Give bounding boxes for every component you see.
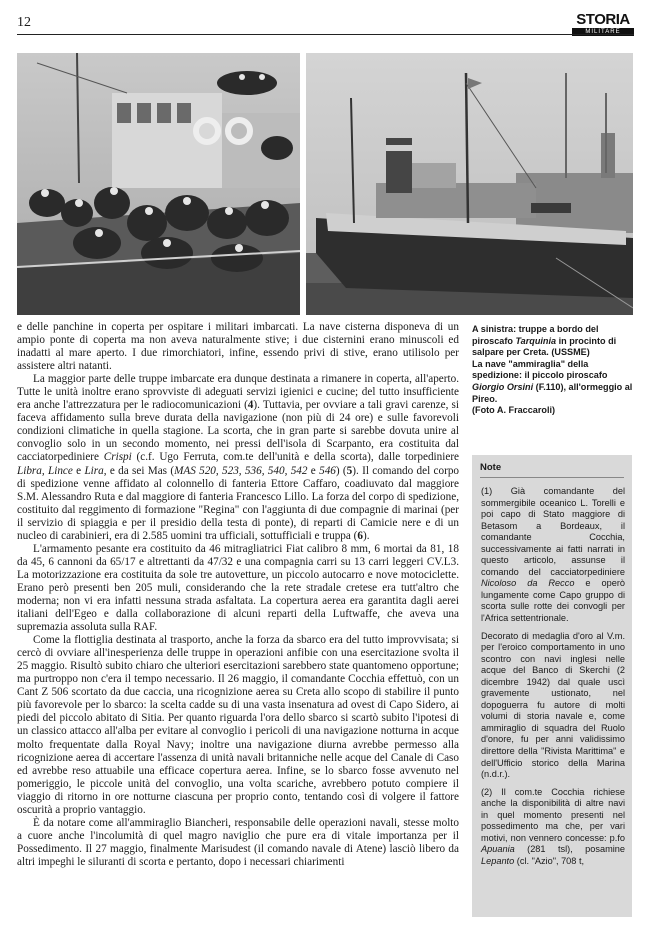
article-body (17, 321, 459, 869)
paragraph-1: e delle panchine in coperta per ospitare i militari imbarcati. La nave cisterna disponeva di un ampio ponte di coperta ma non aveva naturalmente stive; i due cisternini erano minuscoli ed inadatti al mare aperto. I due rimorchiatori, infine, essendo privi di stive, erano utilisolo per assistere altri natanti. (17, 321, 459, 373)
notes-title: Note (480, 462, 502, 473)
header-rule (17, 34, 634, 35)
logo-subtitle: MILITARE (572, 28, 634, 36)
paragraph-4: Come la flottiglia destinata al trasporto, anche la forza da sbarco era del tutto improvvisata; si cercò di ovviare all'inesperienza delle truppe in operazioni anfibie con una esercitazione svolta il 25 maggio. Risultò subito chiaro che ulteriori esercitazioni sarebbero state quantomeno opportune; ma purtroppo non c'era il tempo necessario. Il 26 maggio, il comandante Cocchia effettuò, con un Cant Z 506 scortato da due caccia, una ricognizione aerea su Creta allo scopo di stabilire il punto più favorevole per lo sbarco: la scelta cadde su di una vasta insenatura ad ovest di Capo Sidero, ai piedi del piccolo abitato di Sitia. Per quanto riguarda l'ora dello sbarco si scartò subito l'ipotesi di un classico attacco all'alba per evitare al convoglio i pericoli di una navigazione notturna in acque molto frequentate dalla Royal Navy; inoltre una navigazione diurna avrebbe permesso alla ricognizione aerea di accertare l'assenza di unità navali britanniche nelle acque del Canale di Caso ed avrebbe reso attuabile una efficace copertura aerea. Infine, se lo sbarco fosse avvenuto nel pomeriggio, le piccole unità del convoglio, una volta scariche, avrebbero potuto compiere il viaggio di ritorno in ore notturne ciascuna per proprio conto, tentando così di volgere il fattore oscurità a proprio vantaggio. (17, 634, 459, 816)
photo-caption: A sinistra: truppe a bordo del piroscafo Tarquinia in procinto di salpare per Creta. (USSME) La nave "ammiraglia" della spedizione: il piccolo piroscafo Giorgio Orsini (F.110), all'ormeggio al Pireo. (Foto A. Fraccaroli) (472, 324, 633, 416)
note-1-continued: Decorato di medaglia d'oro al V.m. per l'eroico comportamento in uno scontro con navi inglesi nelle acque del Banco di Skerchi (2 dicembre 1942) dal quale uscì gravemente ustionato, nel dopoguerra fu autore di molti volumi di storia navale e, come ammiraglio di squadra del Ruolo d'onore, fu per anni validissimo direttore della "Rivista Marittima" e dell'Ufficio storico della Marina (n.d.r.). (481, 630, 625, 780)
troops-aboard-ship-photo (17, 53, 300, 315)
note-2: (2) Il com.te Cocchia richiese anche la disponibilità di altre navi in quel momento presenti nel possedimento ma che, per vari motivi, non vennero concesse: p.fo Apuania (281 tsl), posamine Lepanto (cl. "Azio", 708 t, (481, 786, 625, 866)
page-number: 12 (17, 15, 31, 30)
paragraph-5: È da notare come all'ammiraglio Biancheri, responsabile delle operazioni navali, stesse molto a cuore anche l'incolumità di quel magro naviglio che pure era di vitale importanza per il Possedimento. Il 27 maggio, finalmente Marisudest (il comando navale di Atene) lasciò libero da altri impeghi le siluranti di scorta e pertanto, dopo i necessari chiarimenti (17, 816, 459, 868)
notes-text (472, 478, 632, 868)
paragraph-3: L'armamento pesante era costituito da 46 mitragliatrici Fiat calibro 8 mm, 6 mortai da 81, 18 da 45, 6 cannoni da 65/17 e altrettanti da 47/32 e una compagnia carri su 13 carri leggeri CV.L3. La motorizzazione era costituita da sole tre autovetture, un piccolo autocarro e nove motociclette. Erano però presenti ben 205 muli, considerando che la rete stradale cretese era tutt'altro che moderna; non vi era infatti nessuna strada asfaltata. La copertura aerea era garantita dagli aerei italiani dell'Egeo e dalla collaborazione di alcuni reparti della Luftwaffe, che aveva una supremazia assoluta sulla RAF. (17, 542, 459, 634)
note-1: (1) Già comandante del sommergibile oceanico L. Torelli e poi capo di Stato maggiore di Betasom a Bordeaux, il comandante Cocchia, successivamente ai fatti narrati in questo articolo, assunse il comando del cacciatorpediniere Nicoloso da Recco e operò lungamente come Capo gruppo di scorta sulle rotte dei convogli per l'Africa settentrionale. (481, 486, 625, 624)
magazine-logo (572, 12, 634, 36)
logo-title: STORIA (576, 11, 630, 28)
paragraph-2: La maggior parte delle truppe imbarcate era dunque destinata a rimanere in coperta, all'aperto. Tutte le unità inoltre erano sprovviste di adeguati servizi igienici e cucine; del tutto insufficiente era anche l'attrezzatura per le radiocomunicazioni (4). Tuttavia, per ovviare a tali gravi carenze, si faceva affidamento sulla breve durata della navigazione (non più di 24 ore) e sulle favorevoli condizioni climatiche in quella stagione. La scorta, che in gran parte si sarebbe dovuta unire al convoglio solo in un secondo momento, nei pressi dell'isola di Scarpanto, era costituita dal cacciatorpediniere Crispi (c.f. Ugo Ferruta, com.te dell'unità e della scorta), dalle torpediniere Libra, Lince e Lira, e da sei Mas (MAS 520, 523, 536, 540, 542 e 546) (5). Il comando del corpo di spedizione venne affidato al colonnello di fanteria Ettore Caffaro, coadiuvato dal maggiore S.M. Alessandro Ruta e dal maggiore di fanteria Francesco Lillo. La forza del corpo di spedizione, costituito dal reggimento di formazione "Regina" con l'aggiunta di due compagnie di marinai (per il servizio di spiaggia e per il presidio della testa di ponte), di reparti di Camicie nere e di un nucleo di carabinieri, era di 2.585 uomini tra ufficiali, sottufficiali e truppa (6). (17, 373, 460, 542)
notes-box (472, 455, 632, 917)
steamship-at-mooring-photo (306, 53, 633, 315)
